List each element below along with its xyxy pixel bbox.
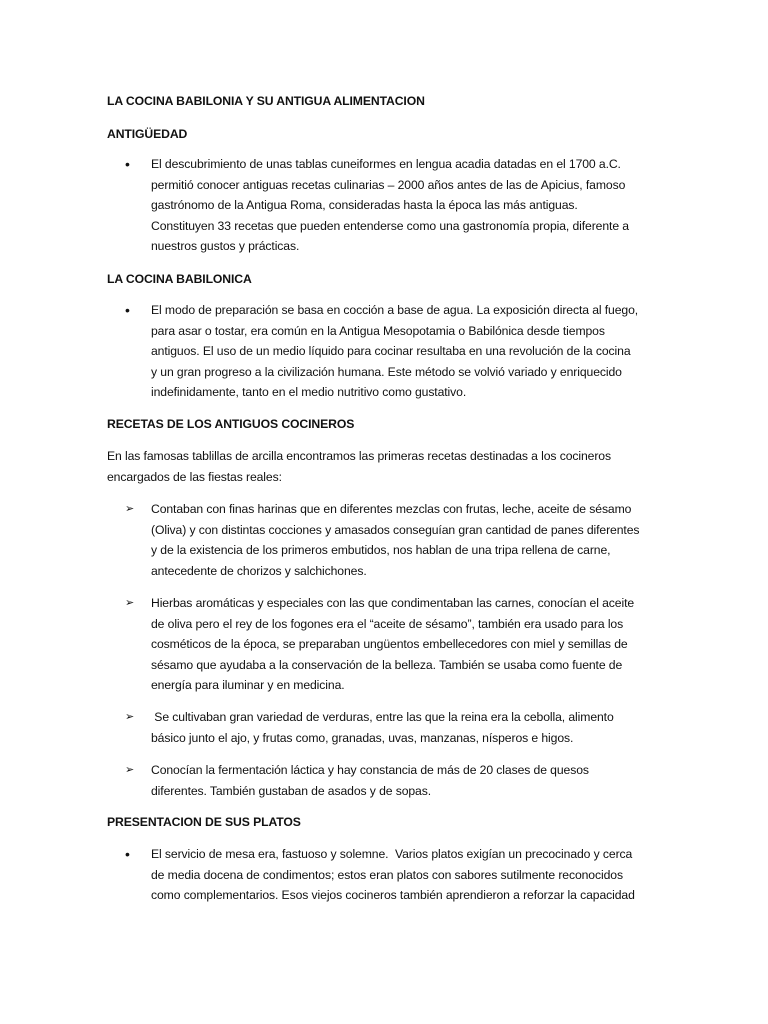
text-line: sésamo que ayudaba a la conservación de la belleza. También se usaba como fuente de <box>151 657 623 672</box>
intro-paragraph <box>107 446 667 487</box>
text-line: encargados de las fiestas reales: <box>107 469 282 484</box>
text-line: En las famosas tablillas de arcilla encontramos las primeras recetas destinadas a los cocineros <box>107 449 611 463</box>
document-title: LA COCINA BABILONIA Y SU ANTIGUA ALIMENTACION <box>107 94 425 108</box>
text-line: Hierbas aromáticas y especiales con las que condimentaban las carnes, conocían el aceite <box>151 596 635 610</box>
arrow-item-text <box>151 499 676 581</box>
text-line: El descubrimiento de unas tablas cuneiformes en lengua acadia datadas en el 1700 a.C. <box>151 157 621 171</box>
text-line: para asar o tostar, era común en la Antigua Mesopotamia o Babilónica desde tiempos <box>151 323 605 338</box>
bullet-text <box>151 154 676 257</box>
text-line: El servicio de mesa era, fastuoso y solemne. Varios platos exigían un precocinado y cerca <box>151 847 633 861</box>
text-line: energía para iluminar y en medicina. <box>151 678 345 692</box>
text-line: antiguos. El uso de un medio líquido para cocinar resultaba en una revolución de la cocina <box>151 344 631 358</box>
text-line: (Oliva) y con distintas cocciones y amasados conseguían gran cantidad de panes diferentes <box>151 522 640 537</box>
text-line: Constituyen 33 recetas que pueden entenderse como una gastronomía propia, diferente a <box>151 218 629 233</box>
text-line: básico junto el ajo, y frutas como, granadas, uvas, manzanas, nísperos e higos. <box>151 730 574 745</box>
arrow-item-text <box>151 593 676 696</box>
arrow-bullet-icon: ➢ <box>125 597 135 609</box>
arrow-bullet-icon: ➢ <box>125 503 135 515</box>
text-line: indefinidamente, tanto en el medio nutritivo como gustativo. <box>151 385 467 399</box>
arrow-bullet-icon: ➢ <box>125 711 135 723</box>
bullet-marker: • <box>125 846 130 862</box>
text-line: cosméticos de la época, se preparaban ungüentos embellecedores con miel y semillas de <box>151 637 628 651</box>
bullet-text <box>151 844 676 906</box>
section-heading-presentacion: PRESENTACION DE SUS PLATOS <box>107 815 301 829</box>
bullet-text <box>151 300 676 403</box>
text-line: Se cultivaban gran variedad de verduras, entre las que la reina era la cebolla, alimento <box>151 710 614 724</box>
text-line: Conocían la fermentación láctica y hay constancia de más de 20 clases de quesos <box>151 763 589 777</box>
text-line: nuestros gustos y prácticas. <box>151 239 300 253</box>
arrow-item-text <box>151 760 676 801</box>
bullet-marker: • <box>125 302 130 318</box>
section-heading-recetas: RECETAS DE LOS ANTIGUOS COCINEROS <box>107 417 355 431</box>
text-line: de media docena de condimentos; estos eran platos con sabores sutilmente reconocidos <box>151 867 623 882</box>
arrow-item-text <box>151 707 676 748</box>
bullet-marker: • <box>125 156 130 172</box>
text-line: diferentes. También gustaban de asados y de sopas. <box>151 783 432 798</box>
text-line: y un gran progreso a la civilización humana. Este método se volvió variado y enriquecido <box>151 364 622 379</box>
arrow-bullet-icon: ➢ <box>125 764 135 776</box>
text-line: como complementarios. Esos viejos cocineros también aprendieron a reforzar la capacidad <box>151 888 635 902</box>
text-line: y de la existencia de los primeros embutidos, nos hablan de una tripa rellena de carne, <box>151 543 611 557</box>
text-line: Contaban con finas harinas que en diferentes mezclas con frutas, leche, aceite de sésamo <box>151 502 632 516</box>
section-heading-antiguedad: ANTIGÜEDAD <box>107 127 188 141</box>
text-line: gastrónomo de la Antigua Roma, consideradas hasta la época las más antiguas. <box>151 198 578 212</box>
text-line: de oliva pero el rey de los fogones era el “aceite de sésamo”, también era usado para los <box>151 616 624 631</box>
text-line: antecedente de chorizos y salchichones. <box>151 563 367 578</box>
text-line: El modo de preparación se basa en cocción a base de agua. La exposición directa al fuego, <box>151 303 639 317</box>
text-line: permitió conocer antiguas recetas culinarias – 2000 años antes de las de Apicius, famoso <box>151 177 626 192</box>
section-heading-cocina-babilonica: LA COCINA BABILONICA <box>107 272 252 286</box>
